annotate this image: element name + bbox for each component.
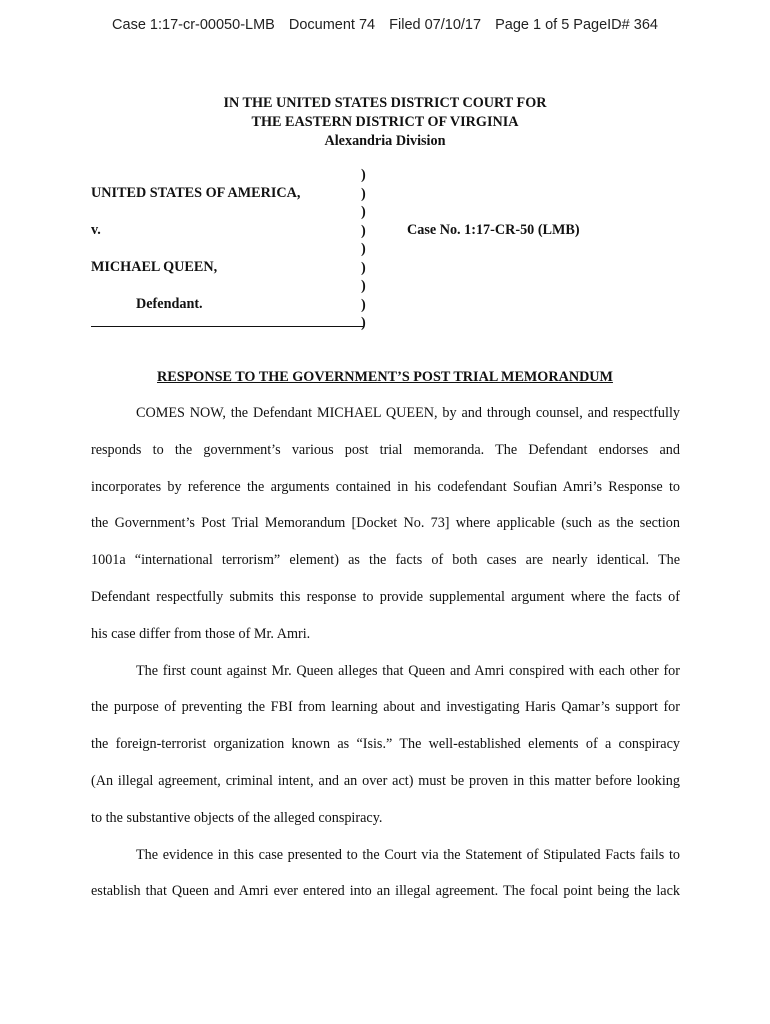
document-body xyxy=(91,401,680,916)
case-number-caption: Case No. 1:17-CR-50 (LMB) xyxy=(407,222,580,238)
caption-rule xyxy=(91,326,363,327)
court-division: Alexandria Division xyxy=(324,133,446,149)
caption-paren: ) xyxy=(361,296,366,313)
paragraph-2-line: the purpose of preventing the FBI from learning about and investigating Haris Qamar’s support for xyxy=(91,699,680,716)
paragraph-1-line: 1001a “international terrorism” element) as the facts of both cases are nearly identical. The xyxy=(91,552,680,569)
paragraph-3-line: The evidence in this case presented to the Court via the Statement of Stipulated Facts fails to xyxy=(136,846,680,863)
caption-paren: ) xyxy=(361,278,366,294)
paragraph-3-line: establish that Queen and Amri ever entered into an illegal agreement. The focal point being the lack xyxy=(91,883,680,900)
caption-paren: ) xyxy=(361,259,366,276)
defendant-label: Defendant. xyxy=(136,296,203,312)
court-heading xyxy=(0,94,770,151)
defendant-name: MICHAEL QUEEN, xyxy=(91,259,218,275)
paragraph-2-line: (An illegal agreement, criminal intent, and an over act) must be proven in this matter before looking xyxy=(91,772,680,789)
versus-label: v. xyxy=(91,222,101,238)
paragraph-2-line: the foreign-terrorist organization known as “Isis.” The well-established elements of a conspiracy xyxy=(91,736,680,753)
caption-paren: ) xyxy=(361,315,366,331)
caption-paren: ) xyxy=(361,204,366,220)
paragraph-1-line: COMES NOW, the Defendant MICHAEL QUEEN, by and through counsel, and respectfully xyxy=(136,405,680,421)
paragraph-1-line: his case differ from those of Mr. Amri. xyxy=(91,625,311,642)
paragraph-1-line: the Government’s Post Trial Memorandum [Docket No. 73] where applicable (such as the section xyxy=(91,515,680,532)
case-caption xyxy=(91,166,691,336)
paragraph-1-line: incorporates by reference the arguments contained in his codefendant Soufian Amri’s Response to xyxy=(91,478,680,495)
paragraph-1-line: Defendant respectfully submits this response to provide supplemental argument where the facts of xyxy=(91,588,680,605)
court-line-1: IN THE UNITED STATES DISTRICT COURT FOR xyxy=(223,95,547,111)
filed-date: Filed 07/10/17 xyxy=(389,17,482,33)
paragraph-1-line: responds to the government’s various post trial memoranda. The Defendant endorses and xyxy=(91,441,680,458)
caption-paren: ) xyxy=(361,222,366,239)
document-number: Document 74 xyxy=(288,17,376,33)
caption-paren: ) xyxy=(361,167,366,183)
paragraph-2-line: The first count against Mr. Queen alleges that Queen and Amri conspired with each other for xyxy=(136,662,680,679)
caption-paren: ) xyxy=(361,185,366,202)
case-number: Case 1:17-cr-00050-LMB xyxy=(112,17,275,33)
paragraph-2-line: to the substantive objects of the alleged conspiracy. xyxy=(91,809,383,826)
caption-paren: ) xyxy=(361,241,366,257)
page-id: Page 1 of 5 PageID# 364 xyxy=(495,17,658,33)
caption-parentheses xyxy=(361,166,371,333)
document-title: RESPONSE TO THE GOVERNMENT’S POST TRIAL MEMORANDUM xyxy=(157,369,613,385)
court-line-2: THE EASTERN DISTRICT OF VIRGINIA xyxy=(251,114,519,130)
case-filing-header xyxy=(0,17,770,33)
plaintiff-name: UNITED STATES OF AMERICA, xyxy=(91,185,301,201)
